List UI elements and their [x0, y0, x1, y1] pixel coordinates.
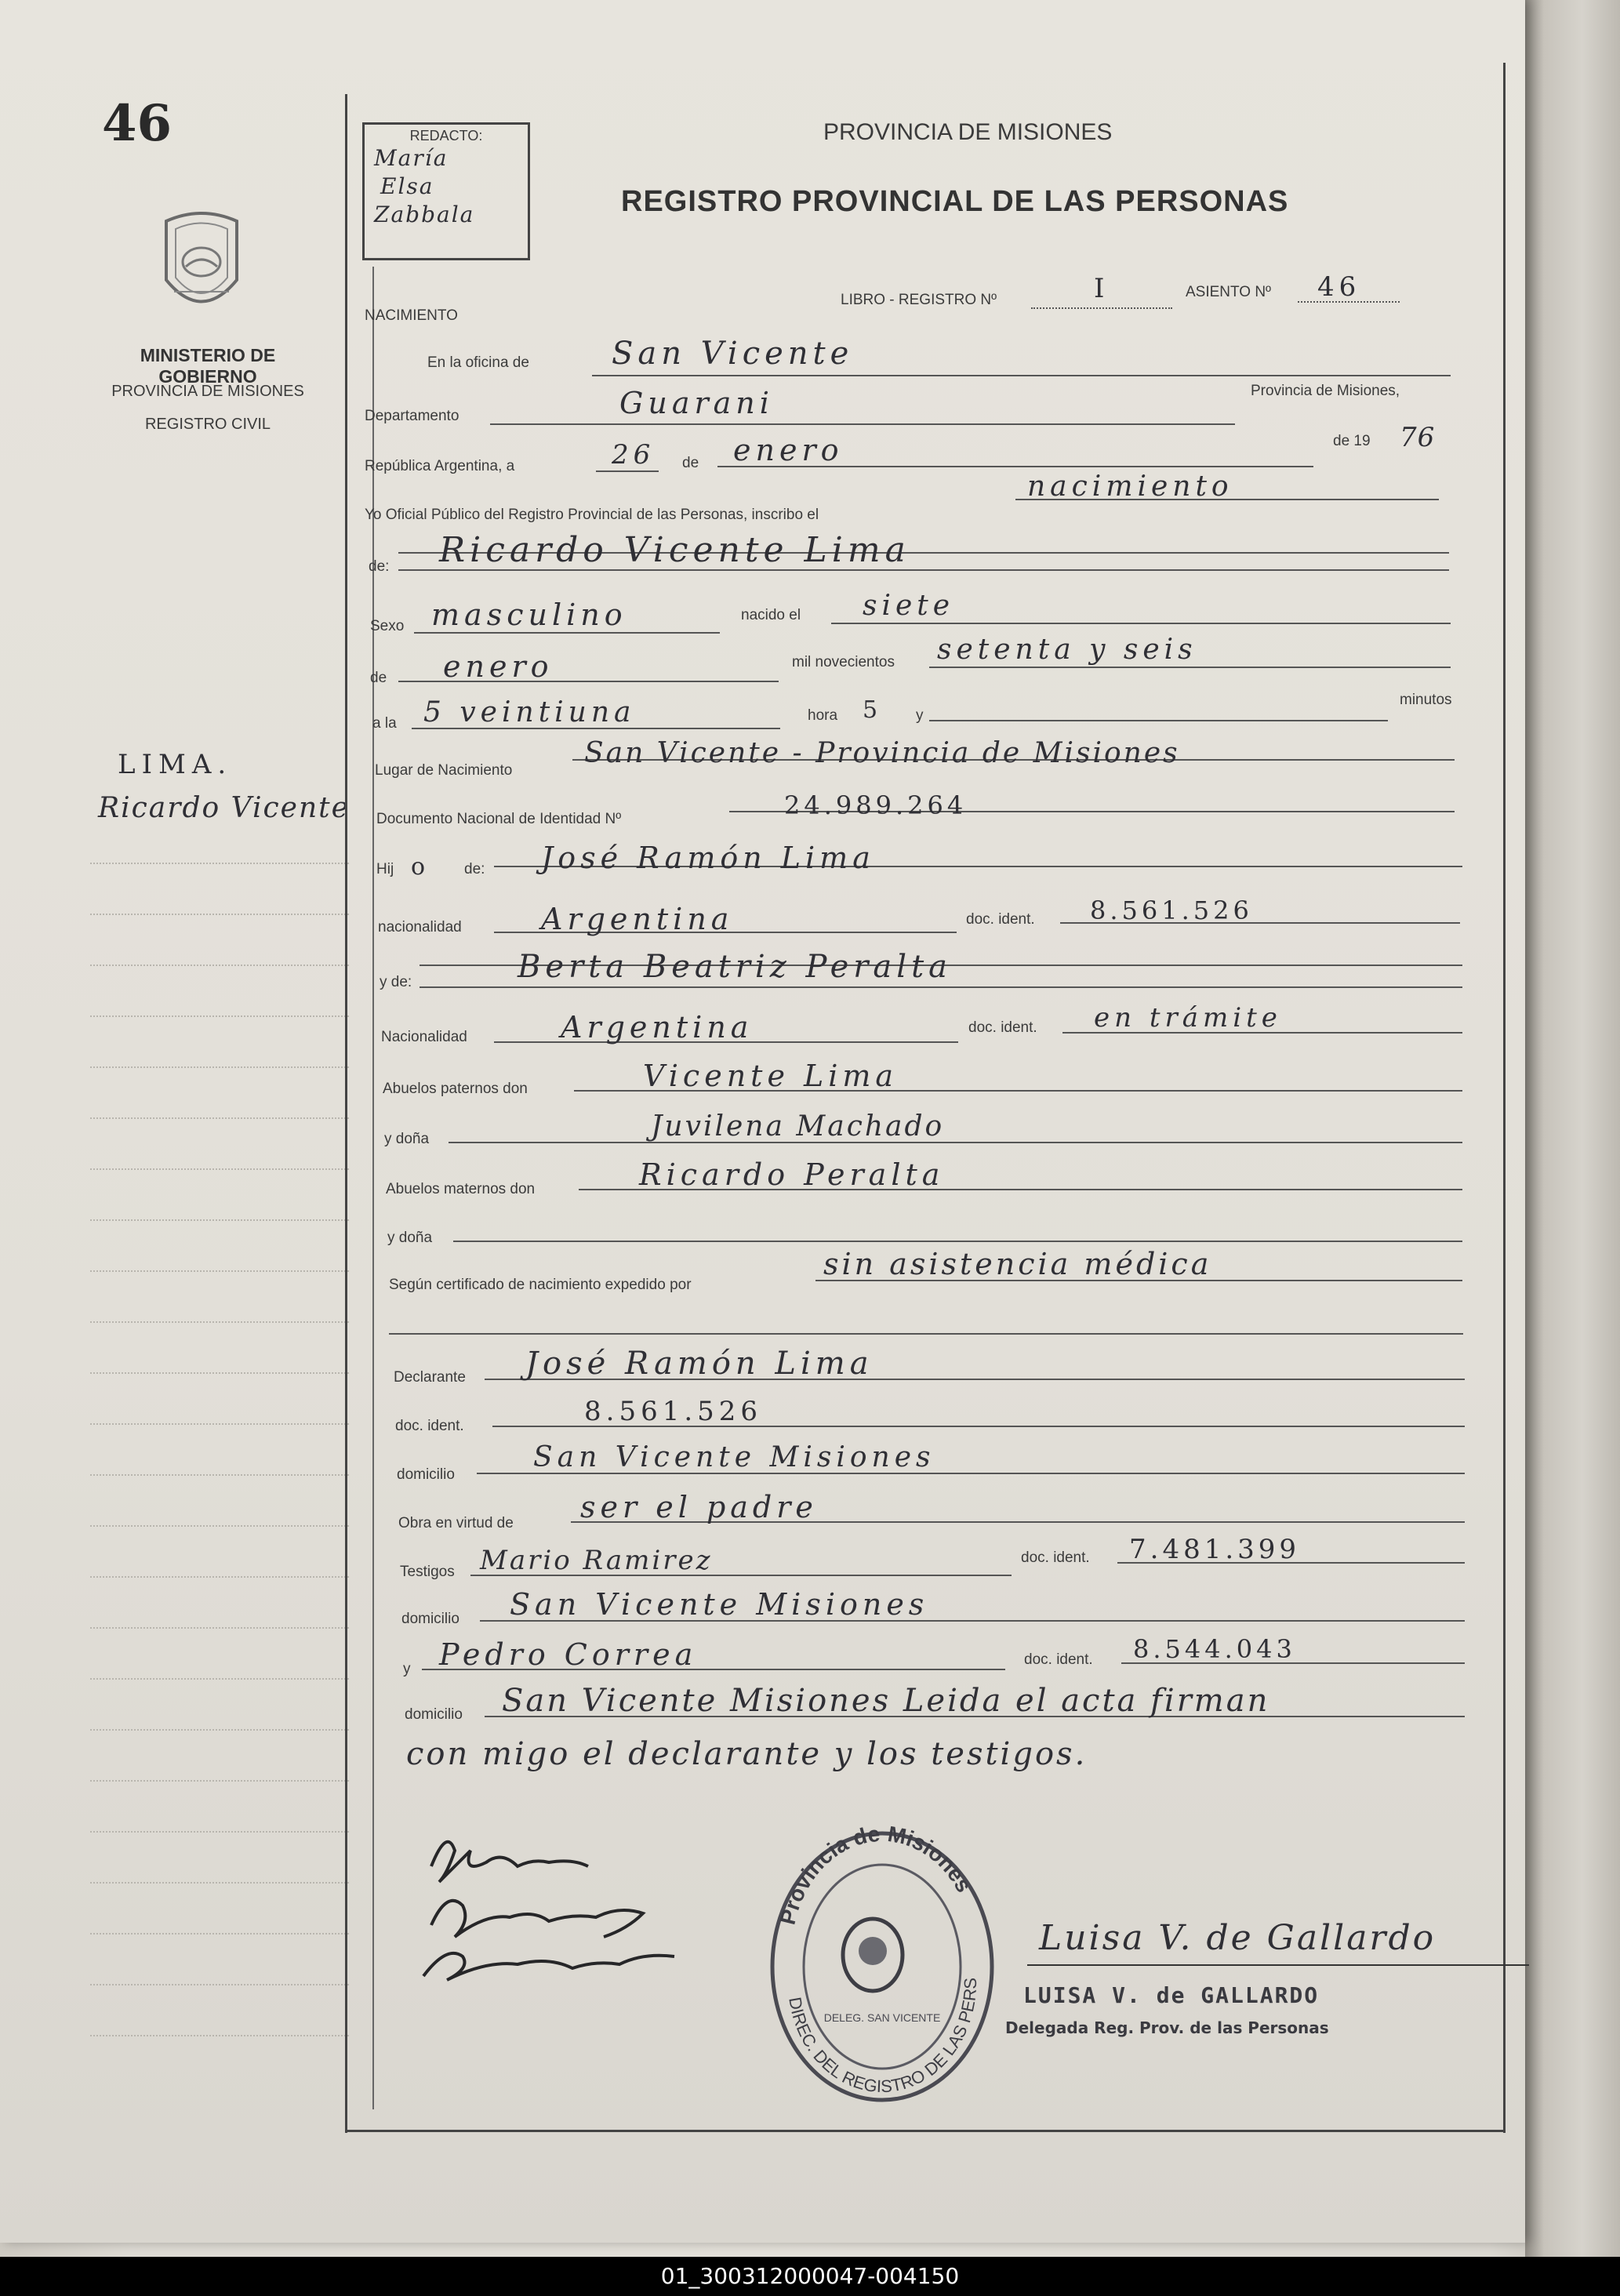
lugar-value: San Vicente - Provincia de Misiones [584, 737, 1180, 769]
nacido-label: nacido el [741, 607, 801, 623]
de-mes-label: de [370, 670, 387, 686]
margin-rule-line [90, 1270, 349, 1272]
hora-texto-value: 5 veintiuna [423, 696, 636, 728]
ab-mat-label: Abuelos maternos don [386, 1181, 536, 1197]
stamp-inner-text: DIREC. DEL REGISTRO DE LAS PERS [785, 1977, 981, 2097]
dom-t1-label: domicilio [401, 1611, 459, 1627]
frame-bottom [345, 2130, 1506, 2132]
ab-pat-dona-label: y doña [384, 1131, 430, 1147]
redacto-label: REDACTO: [409, 128, 483, 144]
doc-padre-value: 8.561.526 [1090, 896, 1253, 925]
departamento-value: Guarani [619, 386, 774, 420]
ab-pat-value: Vicente Lima [643, 1059, 899, 1093]
margin-rule-line [90, 1066, 349, 1068]
hora-value: 5 [863, 696, 883, 724]
anio-label: de 19 [1333, 433, 1371, 449]
frame-left [345, 94, 347, 2133]
doc-t1-value: 7.481.399 [1129, 1534, 1301, 1565]
anio-value: 76 [1400, 422, 1436, 453]
margin-rule-line [90, 1576, 349, 1578]
doc-madre-value: en trámite [1094, 1002, 1282, 1034]
hijo-suffix: o [411, 853, 430, 881]
ab-mat-value: Ricardo Peralta [639, 1157, 945, 1192]
ministry-province: PROVINCIA DE MISIONES [111, 383, 304, 400]
a-la-label: a la [372, 715, 397, 732]
de-nombre-label: de: [369, 558, 390, 575]
nombre-value: Ricardo Vicente Lima [439, 530, 910, 570]
oficina-label: En la oficina de [427, 354, 529, 371]
testigo2-value: Pedro Correa [439, 1637, 698, 1672]
doc-t2-label: doc. ident. [1024, 1651, 1093, 1668]
margin-rule-line [90, 1015, 349, 1017]
registry-stamp [765, 1826, 1000, 2108]
redacto-name-1: María [374, 145, 449, 171]
redacto-box [362, 122, 530, 260]
dom-decl-value: San Vicente Misiones [533, 1441, 935, 1473]
margin-rule-line [90, 1882, 349, 1884]
margin-rule-line [90, 965, 349, 966]
asiento-label: ASIENTO Nº [1186, 284, 1271, 300]
margin-rule-line [90, 1678, 349, 1680]
margin-rule-line [90, 1933, 349, 1935]
redacto-name-3: Zabbala [374, 202, 475, 227]
official-name: LUISA V. de GALLARDO [1023, 1982, 1320, 2008]
obra-value: ser el padre [580, 1490, 818, 1524]
mes-nac-value: enero [443, 649, 554, 684]
doc-decl-value: 8.561.526 [584, 1396, 763, 1427]
margin-rule-line [90, 1117, 349, 1119]
lugar-label: Lugar de Nacimiento [375, 762, 513, 779]
margin-note-name: Ricardo Vicente [98, 792, 350, 824]
madre-value: Berta Beatriz Peralta [518, 949, 952, 985]
dni-label: Documento Nacional de Identidad Nº [376, 811, 622, 827]
doc-t2-value: 8.544.043 [1133, 1634, 1296, 1664]
ministry-office: REGISTRO CIVIL [144, 416, 271, 433]
margin-note-surname: LIMA. [118, 749, 233, 780]
margin-rule-line [90, 914, 349, 915]
margin-rule-line [90, 1321, 349, 1323]
ab-pat-dona-value: Juvilena Machado [651, 1110, 945, 1143]
svg-text:Provincia de Misiones [775, 1826, 977, 1927]
dom-t2-label: domicilio [405, 1706, 463, 1723]
testigo1-value: Mario Ramirez [480, 1545, 713, 1576]
witness-signatures [416, 1819, 729, 1992]
nac-padre-label: nacionalidad [378, 919, 462, 935]
nac-madre-value: Argentina [561, 1010, 754, 1044]
margin-rule-line [90, 1423, 349, 1425]
padre-value: José Ramón Lima [541, 841, 875, 875]
doc-madre-label: doc. ident. [968, 1019, 1037, 1036]
mil-novecientos-label: mil novecientos [792, 654, 895, 670]
nacido-value: siete [863, 590, 955, 622]
y-label: y [916, 707, 924, 724]
ab-pat-label: Abuelos paternos don [383, 1081, 528, 1097]
doc-t1-label: doc. ident. [1021, 1549, 1090, 1566]
doc-decl-label: doc. ident. [395, 1418, 464, 1434]
redacto-name-2: Elsa [380, 173, 434, 199]
oficina-value: San Vicente [612, 336, 854, 372]
header-title: REGISTRO PROVINCIAL DE LAS PERSONAS [621, 185, 1289, 218]
hijo-label: Hij [376, 861, 394, 877]
sexo-label: Sexo [370, 618, 405, 634]
frame-inner-left [372, 267, 374, 2109]
frame-right [1503, 63, 1506, 2133]
nac-padre-value: Argentina [541, 902, 734, 936]
cert-label: Según certificado de nacimiento expedido por [389, 1277, 692, 1293]
page-number: 46 [102, 94, 173, 153]
record-type: NACIMIENTO [365, 307, 458, 324]
obra-label: Obra en virtud de [398, 1515, 514, 1531]
testigos-label: Testigos [400, 1564, 455, 1580]
official-title: Delegada Reg. Prov. de las Personas [1005, 2018, 1329, 2037]
margin-rule-line [90, 1219, 349, 1221]
hora-label: hora [808, 707, 838, 724]
dom-t1-value: San Vicente Misiones [510, 1587, 929, 1622]
provincia-label: Provincia de Misiones, [1251, 383, 1400, 399]
margin-rule-line [90, 1729, 349, 1731]
closing-text: con migo el declarante y los testigos. [406, 1736, 1088, 1772]
sexo-value: masculino [431, 598, 627, 632]
oficial-label: Yo Oficial Público del Registro Provincial de las Personas, inscribo el [365, 507, 819, 523]
declarante-value: José Ramón Lima [525, 1346, 874, 1382]
next-page-edge [1525, 0, 1620, 2257]
mes-value: enero [733, 433, 844, 467]
y-de-label: y de: [380, 974, 412, 990]
margin-rule-line [90, 863, 349, 864]
departamento-label: Departamento [365, 408, 459, 424]
dom-t2-value: San Vicente Misiones Leida el acta firman [502, 1683, 1270, 1719]
government-seal-icon [151, 205, 252, 323]
dni-value: 24.989.264 [784, 790, 968, 820]
stamp-center-text: DELEG. SAN VICENTE [823, 2011, 941, 2024]
de-label: de [682, 455, 699, 471]
dia-value: 26 [612, 439, 656, 470]
header-province: PROVINCIA DE MISIONES [823, 119, 1113, 145]
margin-rule-line [90, 1780, 349, 1782]
doc-padre-label: doc. ident. [966, 911, 1035, 928]
ab-mat-dona-label: y doña [387, 1230, 433, 1246]
de-padre-label: de: [464, 861, 485, 877]
margin-rule-line [90, 1831, 349, 1833]
republica-label: República Argentina, a [365, 458, 515, 474]
ministry-title: MINISTERIO DE GOBIERNO [140, 345, 276, 387]
stamp-outer-text: Provincia de Misiones [775, 1826, 977, 1927]
anio-nac-value: setenta y seis [937, 634, 1197, 666]
y-t2-label: y [403, 1661, 411, 1677]
libro-label: LIBRO - REGISTRO Nº [841, 292, 997, 308]
cert-value: sin asistencia médica [823, 1247, 1212, 1281]
margin-rule-line [90, 1627, 349, 1629]
margin-rule-line [90, 1474, 349, 1476]
margin-rule-line [90, 2035, 349, 2036]
asiento-value: 46 [1317, 271, 1361, 303]
official-signature: Luisa V. de Gallardo [1039, 1918, 1437, 1958]
declarante-label: Declarante [394, 1369, 466, 1386]
nac-madre-label: Nacionalidad [381, 1029, 467, 1045]
footer-id: 01_300312000047-004150 [0, 2257, 1620, 2296]
minutos-label: minutos [1400, 692, 1452, 708]
dom-decl-label: domicilio [397, 1466, 455, 1483]
margin-rule-line [90, 1168, 349, 1170]
margin-rule-line [90, 1984, 349, 1985]
margin-rule-line [90, 1372, 349, 1374]
libro-value: I [1094, 273, 1110, 304]
inscribo-value: nacimiento [1027, 470, 1233, 503]
margin-rule-line [90, 1525, 349, 1527]
